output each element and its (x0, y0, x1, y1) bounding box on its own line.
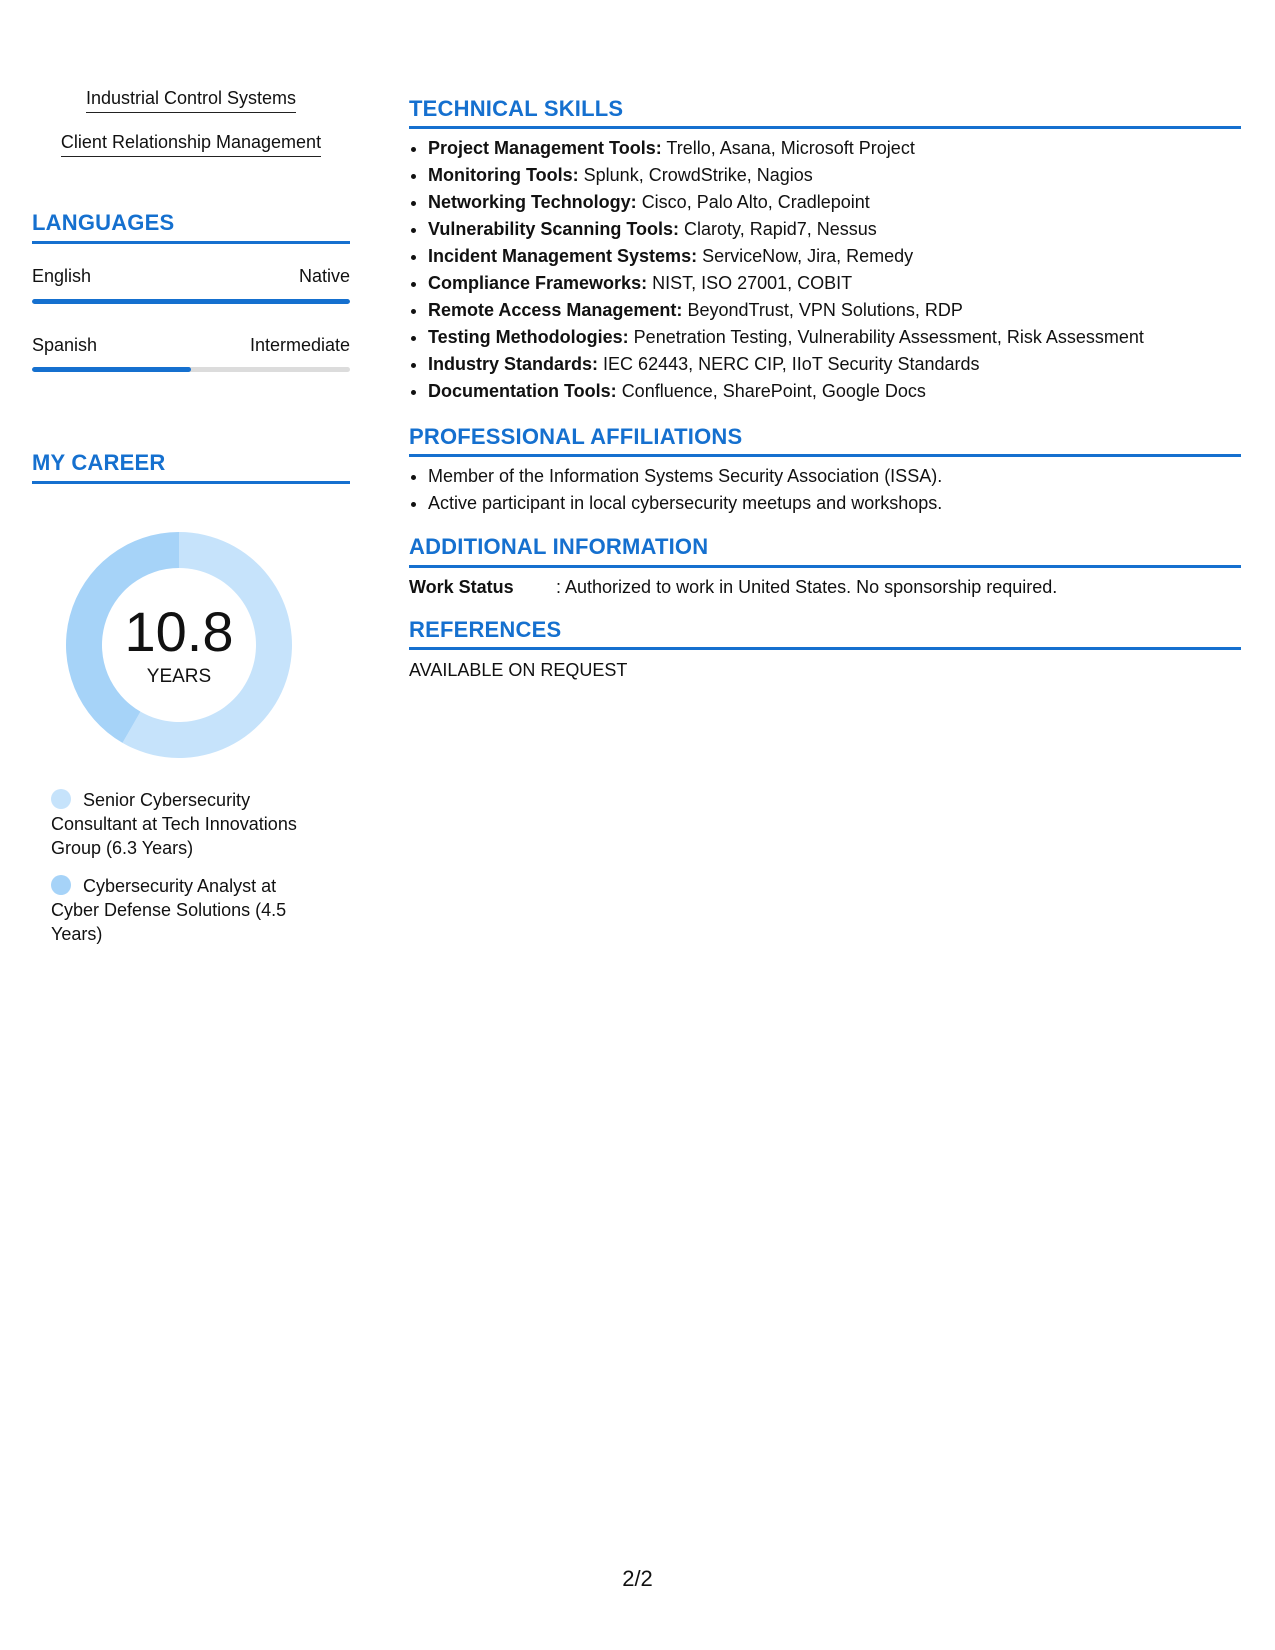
legend-dot-icon (51, 875, 71, 895)
skill-tag (32, 88, 350, 113)
references-rule (409, 647, 1241, 650)
language-spanish-bar-fill (32, 367, 191, 372)
career-legend-item (51, 874, 321, 946)
affiliations-rule (409, 454, 1241, 457)
career-donut-chart (66, 532, 292, 758)
list-item: • Documentation Tools: Confluence, SharePoint, Google Docs (428, 378, 1144, 405)
career-legend-label: Senior Cybersecurity Consultant at Tech Innovations Group (6.3 Years) (51, 790, 297, 858)
additional-info-heading: ADDITIONAL INFORMATION (409, 534, 709, 559)
list-item: • Industry Standards: IEC 62443, NERC CIP, IIoT Security Standards (428, 351, 1144, 378)
skill-tag-label: Client Relationship Management (61, 132, 321, 157)
page-number: 2/2 (622, 1566, 653, 1591)
list-item: • Member of the Information Systems Security Association (ISSA). (428, 463, 942, 490)
language-name: Spanish (32, 335, 98, 355)
list-item: • Vulnerability Scanning Tools: Claroty, Rapid7, Nessus (428, 216, 1144, 243)
career-heading-rule (32, 481, 350, 484)
list-item: • Networking Technology: Cisco, Palo Alto, Cradlepoint (428, 189, 1144, 216)
technical-skills-heading: TECHNICAL SKILLS (409, 96, 624, 121)
career-total-unit: YEARS (146, 666, 212, 687)
language-level: Intermediate (249, 335, 350, 355)
references-value: AVAILABLE ON REQUEST (409, 660, 628, 680)
language-level: Native (298, 266, 350, 286)
skill-tag-label: Industrial Control Systems (86, 88, 296, 113)
work-status-label: Work Status (409, 577, 514, 597)
technical-skills-list (409, 135, 1144, 405)
language-english-bar (32, 299, 350, 304)
list-item: • Active participant in local cybersecurity meetups and workshops. (428, 490, 942, 517)
languages-heading-rule (32, 241, 350, 244)
language-spanish-bar (32, 367, 350, 372)
language-name: English (32, 266, 92, 286)
legend-dot-icon (51, 789, 71, 809)
affiliations-list (409, 463, 942, 517)
career-legend-label: Cybersecurity Analyst at Cyber Defense Solutions (4.5 Years) (51, 876, 287, 944)
list-item: • Incident Management Systems: ServiceNow, Jira, Remedy (428, 243, 1144, 270)
languages-heading: LANGUAGES (32, 210, 175, 235)
list-item: • Testing Methodologies: Penetration Testing, Vulnerability Assessment, Risk Assessment (428, 324, 1144, 351)
career-total-years: 10.8 (124, 600, 234, 663)
references-heading: REFERENCES (409, 617, 562, 642)
work-status-value: : Authorized to work in United States. No sponsorship required. (556, 577, 1058, 597)
career-legend-item (51, 788, 321, 860)
list-item: • Remote Access Management: BeyondTrust, VPN Solutions, RDP (428, 297, 1144, 324)
career-heading: MY CAREER (32, 450, 166, 475)
skill-tag (32, 132, 350, 157)
list-item: • Compliance Frameworks: NIST, ISO 27001, COBIT (428, 270, 1144, 297)
technical-skills-rule (409, 126, 1241, 129)
additional-info-rule (409, 565, 1241, 568)
list-item: • Project Management Tools: Trello, Asana, Microsoft Project (428, 135, 1144, 162)
affiliations-heading: PROFESSIONAL AFFILIATIONS (409, 424, 743, 449)
language-english-bar-fill (32, 299, 350, 304)
list-item: • Monitoring Tools: Splunk, CrowdStrike, Nagios (428, 162, 1144, 189)
